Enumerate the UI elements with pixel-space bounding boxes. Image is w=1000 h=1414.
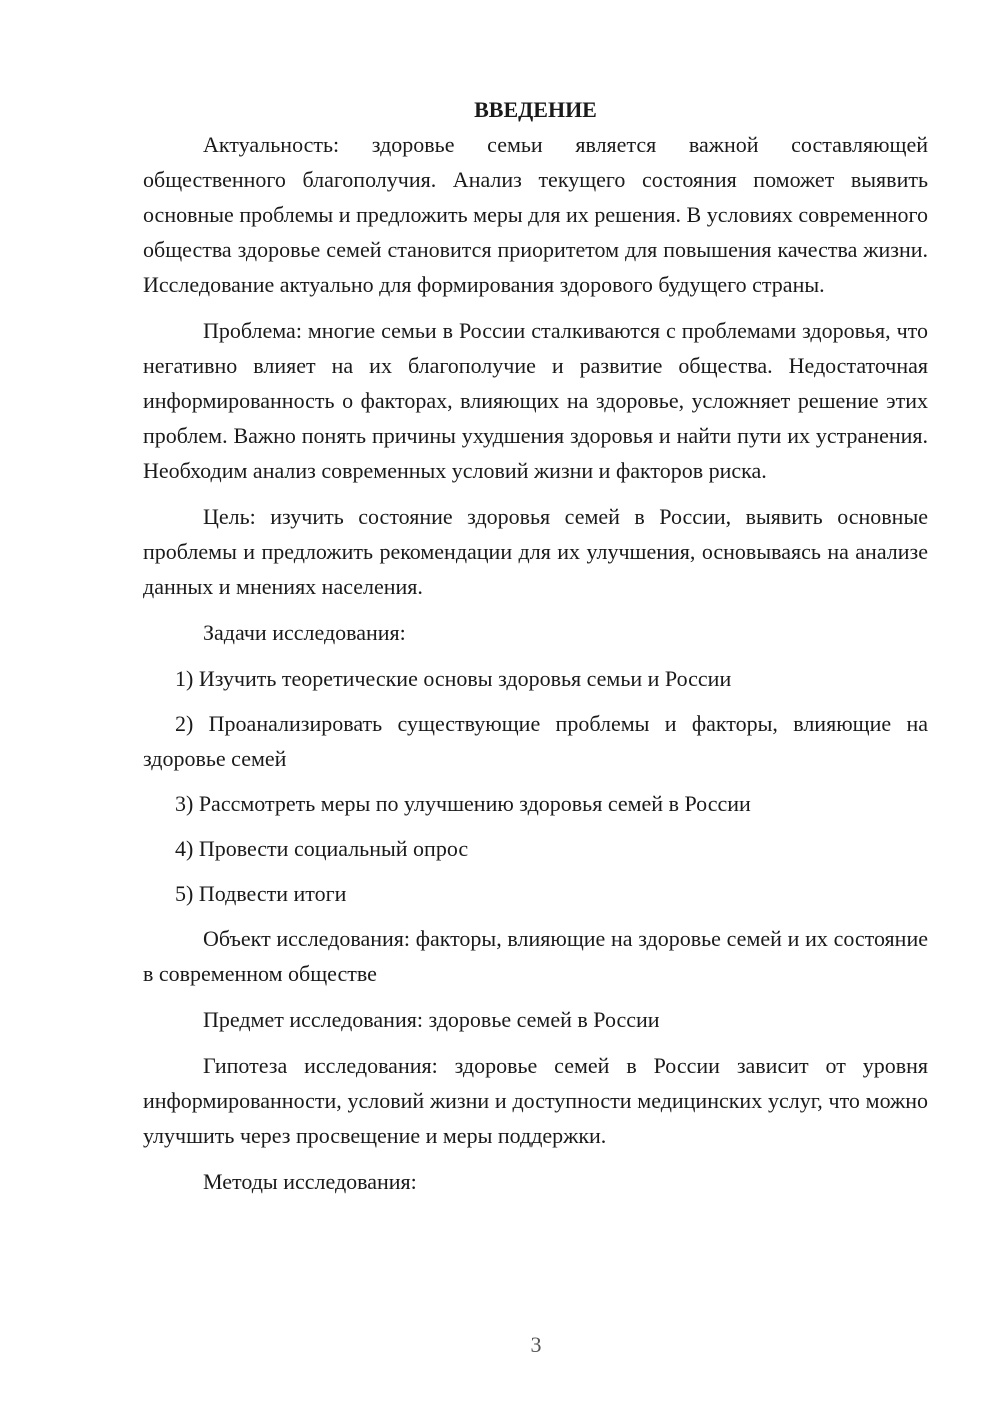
paragraph-problem: Проблема: многие семьи в России сталкиваются с проблемами здоровья, что негативно влияет на их благополучие и развитие общества. Недостаточная информированность о факторах, влияющих на здоровье, усложняет решение этих проблем. Важно понять причины ухудшения здоровья и найти пути их устранения. Необходим анализ современных условий жизни и факторов риска. <box>143 318 928 483</box>
paragraph-hypothesis: Гипотеза исследования: здоровье семей в России зависит от уровня информированности, условий жизни и доступности медицинских услуг, что можно улучшить через просвещение и меры поддержки. <box>143 1053 928 1148</box>
paragraph-object: Объект исследования: факторы, влияющие на здоровье семей и их состояние в современном обществе <box>143 926 928 986</box>
tasks-heading: Задачи исследования: <box>203 620 406 645</box>
page-number: 3 <box>530 1332 542 1357</box>
list-item: 2) Проанализировать существующие проблемы и факторы, влияющие на здоровье семей <box>143 711 928 771</box>
list-item: 4) Провести социальный опрос <box>175 836 469 861</box>
page-title: ВВЕДЕНИЕ <box>474 97 597 122</box>
paragraph-subject: Предмет исследования: здоровье семей в России <box>203 1007 660 1032</box>
paragraph-methods: Методы исследования: <box>203 1169 417 1194</box>
paragraph-relevance: Актуальность: здоровье семьи является важной составляющей общественного благополучия. Анализ текущего состояния поможет выявить основные проблемы и предложить меры для их решения. В условиях современного общества здоровье семей становится приоритетом для повышения качества жизни. Исследование актуально для формирования здорового будущего страны. <box>143 132 928 297</box>
paragraph-goal: Цель: изучить состояние здоровья семей в России, выявить основные проблемы и предложить рекомендации для их улучшения, основываясь на анализе данных и мнениях населения. <box>143 504 928 599</box>
list-item: 1) Изучить теоретические основы здоровья семьи и России <box>175 666 732 691</box>
document-page <box>143 92 928 1210</box>
list-item: 5) Подвести итоги <box>175 881 347 906</box>
list-item: 3) Рассмотреть меры по улучшению здоровья семей в России <box>175 791 751 816</box>
